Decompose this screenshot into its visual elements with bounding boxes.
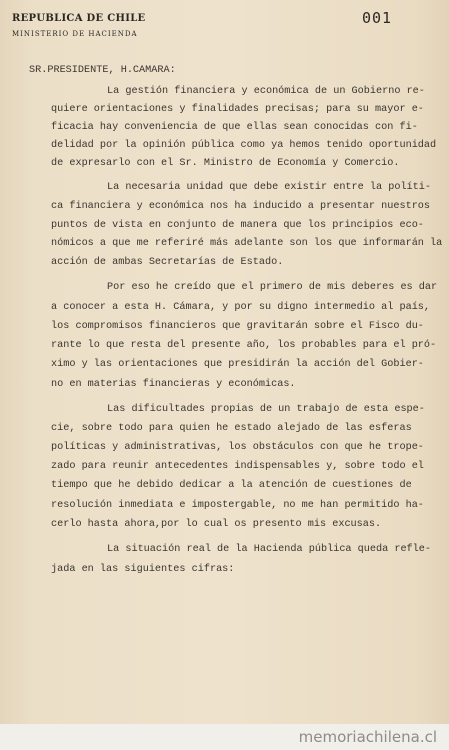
paragraph-line: cie, sobre todo para quien he estado alejado de las esferas	[51, 423, 412, 434]
paragraph-line: Por eso he creído que el primero de mis deberes es dar	[107, 282, 438, 293]
paragraph-line: delidad por la opinión pública como ya hemos tenido oportunidad	[51, 140, 437, 151]
paragraph-line: los compromisos financieros que gravitarán sobre el Fisco du-	[51, 321, 424, 332]
watermark-text: memoriachilena.cl	[298, 728, 437, 746]
paragraph-line: puntos de vista en conjunto de manera que los principios eco-	[51, 220, 424, 231]
salutation: SR.PRESIDENTE, H.CAMARA:	[29, 65, 176, 76]
paragraph-line: nómicos a que me referiré más adelante son los que informarán la	[51, 238, 443, 249]
letterhead-ministry: MINISTERIO DE HACIENDA	[12, 30, 138, 38]
paragraph-line: tiempo que he debido dedicar a la atención de cuestiones de	[51, 480, 412, 491]
paragraph-line: resolución inmediata e impostergable, no me han permitido ha-	[51, 500, 424, 511]
paragraph-line: a conocer a esta H. Cámara, y por su digno intermedio al país,	[51, 302, 431, 313]
paragraph-line: no en materias financieras y económicas.	[51, 379, 296, 390]
paragraph-line: Las dificultades propias de un trabajo de esta espe-	[107, 404, 425, 415]
paragraph-line: rante lo que resta del presente año, los probables para el pró-	[51, 340, 437, 351]
paragraph-line: zado para reunir antecedentes indispensables y, sobre todo el	[51, 461, 424, 472]
paragraph-line: cerlo hasta ahora,por lo cual os presento mis excusas.	[51, 519, 382, 530]
paragraph-line: La necesaria unidad que debe existir entre la políti-	[107, 182, 432, 193]
paragraph-line: de expresarlo con el Sr. Ministro de Economía y Comercio.	[51, 158, 400, 169]
folio-number: 001	[362, 9, 393, 27]
paragraph-line: ximo y las orientaciones que presidirán la acción del Gobier-	[51, 359, 424, 370]
paragraph-line: La gestión financiera y económica de un Gobierno re-	[107, 86, 425, 97]
paragraph-line: ficacia hay conveniencia de que ellas sean conocidas con fi-	[51, 122, 418, 133]
paragraph-line: políticas y administrativas, los obstáculos con que he trope-	[51, 442, 424, 453]
paragraph-line: acción de ambas Secretarías de Estado.	[51, 257, 284, 268]
paragraph-line: jada en las siguientes cifras:	[51, 564, 235, 575]
paragraph-line: quiere orientaciones y finalidades precisas; para su mayor e-	[51, 104, 424, 115]
paragraph-line: ca financiera y económica nos ha inducido a presentar nuestros	[51, 201, 431, 212]
paragraph-line: La situación real de la Hacienda pública queda refle-	[107, 544, 432, 555]
letterhead-country: REPUBLICA DE CHILE	[12, 13, 146, 24]
